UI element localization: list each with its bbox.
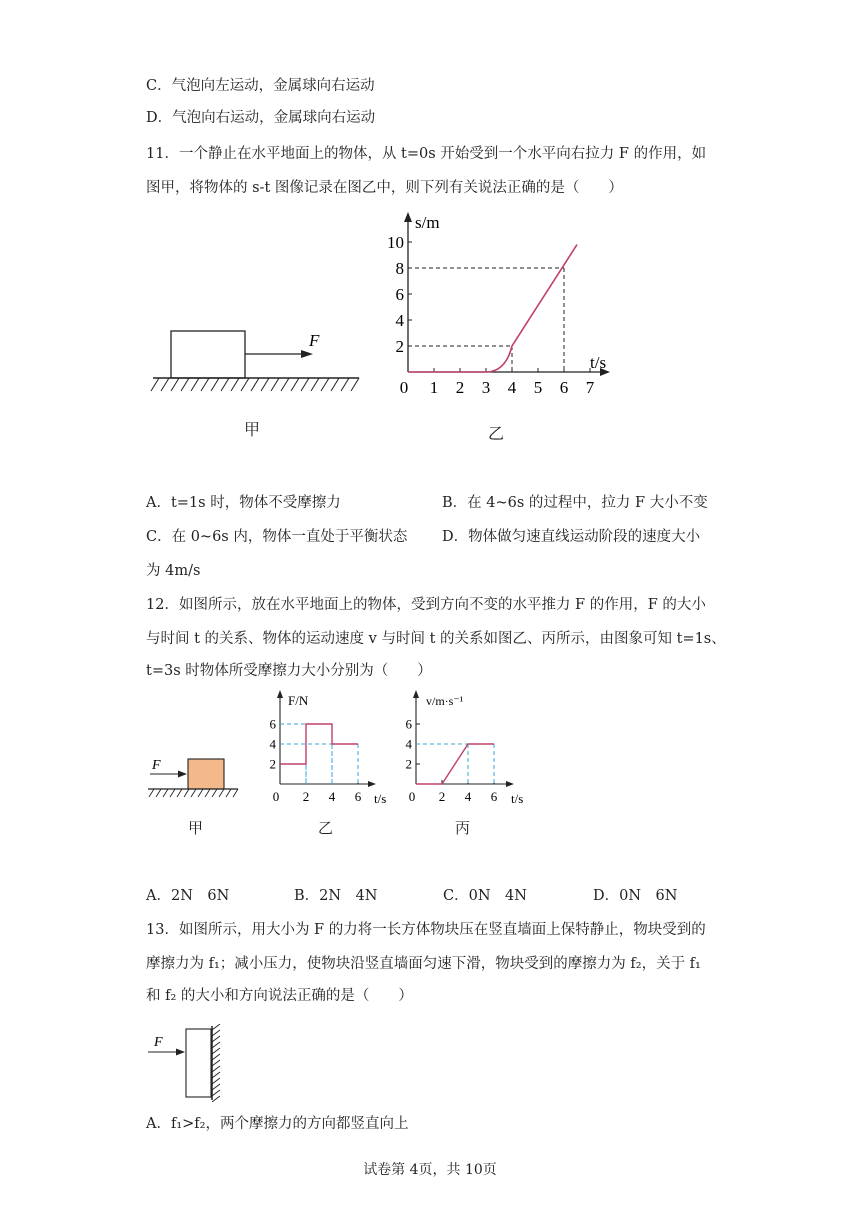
q12-stem-line1: 12．如图所示，放在水平地面上的物体，受到方向不变的水平推力 F 的作用，F 的大小 bbox=[146, 597, 706, 613]
q12-option-a: A．2N 6N bbox=[146, 888, 230, 904]
q11-graph-xlabel: t/s bbox=[590, 353, 607, 372]
page-footer: 试卷第 4页，共 10页 bbox=[363, 1162, 497, 1178]
q12-label-yi: 乙 bbox=[318, 819, 334, 837]
ft-ytick-label: 4 bbox=[269, 736, 276, 752]
st-ytick-label: 8 bbox=[395, 258, 404, 278]
vt-xtick-label: 4 bbox=[464, 789, 472, 804]
q12-label-jia: 甲 bbox=[188, 819, 204, 837]
ft-xtick-label: 6 bbox=[354, 789, 362, 804]
q11-label-jia: 甲 bbox=[244, 420, 261, 439]
st-xtick-label: 3 bbox=[481, 378, 491, 397]
vt-xtick-label: 0 bbox=[408, 789, 416, 804]
q11-option-d: D．物体做匀速直线运动阶段的速度大小 bbox=[442, 529, 701, 545]
q12-v-ylabel: v/m·s⁻¹ bbox=[426, 694, 464, 708]
q12-vt-graph bbox=[398, 688, 538, 808]
q12-stem-line2: 与时间 t 的关系、物体的运动速度 v 与时间 t 的关系如图乙、丙所示，由图象可知 t=1s、 bbox=[146, 631, 726, 647]
st-xtick-label: 7 bbox=[585, 378, 595, 397]
q11-st-curve bbox=[408, 245, 577, 372]
st-ytick-label: 6 bbox=[395, 284, 404, 304]
q12-option-b: B．2N 4N bbox=[294, 888, 378, 904]
ft-xtick-label: 0 bbox=[272, 789, 280, 804]
q11-option-d-cont: 为 4m/s bbox=[146, 563, 201, 579]
vt-ytick-label: 4 bbox=[405, 736, 412, 752]
q13-stem-line3: 和 f₂ 的大小和方向说法正确的是（ ） bbox=[146, 988, 413, 1004]
q11-label-yi: 乙 bbox=[488, 424, 505, 443]
st-xtick-label: 0 bbox=[399, 378, 409, 397]
q13-stem-line2: 摩擦力为 f₁；减小压力，使物块沿竖直墙面匀速下滑，物块受到的摩擦力为 f₂，关于 f₁ bbox=[146, 956, 701, 972]
q11-stem-line2: 图甲，将物体的 s-t 图像记录在图乙中，则下列有关说法正确的是（ ） bbox=[146, 180, 623, 196]
q12-option-c: C．0N 4N bbox=[443, 888, 527, 904]
q13-figure bbox=[146, 1024, 236, 1102]
q11-force-label: F bbox=[309, 331, 320, 350]
vt-xtick-label: 2 bbox=[438, 789, 446, 804]
q12-f-ylabel: F/N bbox=[288, 693, 309, 708]
q13-block bbox=[186, 1029, 211, 1097]
q11-figure-jia bbox=[145, 325, 365, 395]
q12-figure-jia bbox=[146, 752, 246, 802]
st-xtick-label: 6 bbox=[559, 378, 569, 397]
q11-st-graph bbox=[380, 208, 620, 408]
q12-vt-curve bbox=[416, 744, 494, 784]
ft-ytick-label: 2 bbox=[269, 756, 276, 772]
ft-xtick-label: 2 bbox=[302, 789, 310, 804]
q11-option-b: B．在 4~6s 的过程中，拉力 F 大小不变 bbox=[442, 495, 708, 511]
q12-f-xlabel: t/s bbox=[374, 791, 387, 806]
q11-option-a: A．t=1s 时，物体不受摩擦力 bbox=[146, 495, 341, 511]
q10-option-d: D．气泡向右运动，金属球向右运动 bbox=[146, 110, 376, 126]
q12-v-xlabel: t/s bbox=[511, 791, 524, 806]
st-ytick-label: 4 bbox=[395, 310, 404, 330]
st-xtick-label: 5 bbox=[533, 378, 543, 397]
st-ytick-label: 2 bbox=[395, 336, 404, 356]
q11-stem-line1: 11．一个静止在水平地面上的物体，从 t=0s 开始受到一个水平向右拉力 F 的作用，如 bbox=[146, 146, 707, 162]
q12-option-d: D．0N 6N bbox=[593, 888, 678, 904]
st-xtick-label: 1 bbox=[429, 378, 439, 397]
st-ytick-label: 10 bbox=[387, 232, 404, 252]
vt-xtick-label: 6 bbox=[490, 789, 498, 804]
vt-ytick-label: 2 bbox=[405, 756, 412, 772]
ft-ytick-label: 6 bbox=[269, 716, 276, 732]
vt-ytick-label: 6 bbox=[405, 716, 412, 732]
q11-block bbox=[171, 331, 245, 378]
q10-option-c: C．气泡向左运动，金属球向右运动 bbox=[146, 78, 375, 94]
q13-force-label: F bbox=[154, 1035, 163, 1050]
q12-force-label: F bbox=[152, 758, 161, 773]
q13-option-a: A．f₁>f₂，两个摩擦力的方向都竖直向上 bbox=[146, 1116, 409, 1132]
st-xtick-label: 2 bbox=[455, 378, 465, 397]
q12-label-bing: 丙 bbox=[455, 819, 471, 837]
q12-ft-graph bbox=[262, 688, 398, 808]
q11-graph-ylabel: s/m bbox=[415, 213, 440, 232]
q11-option-c: C．在 0~6s 内，物体一直处于平衡状态 bbox=[146, 529, 408, 545]
q12-stem-line3: t=3s 时物体所受摩擦力大小分别为（ ） bbox=[146, 663, 432, 679]
ft-xtick-label: 4 bbox=[328, 789, 336, 804]
q13-stem-line1: 13．如图所示，用大小为 F 的力将一长方体物块压在竖直墙面上保特静止，物块受到的 bbox=[146, 922, 706, 938]
st-xtick-label: 4 bbox=[507, 378, 517, 397]
q12-block bbox=[188, 759, 224, 789]
